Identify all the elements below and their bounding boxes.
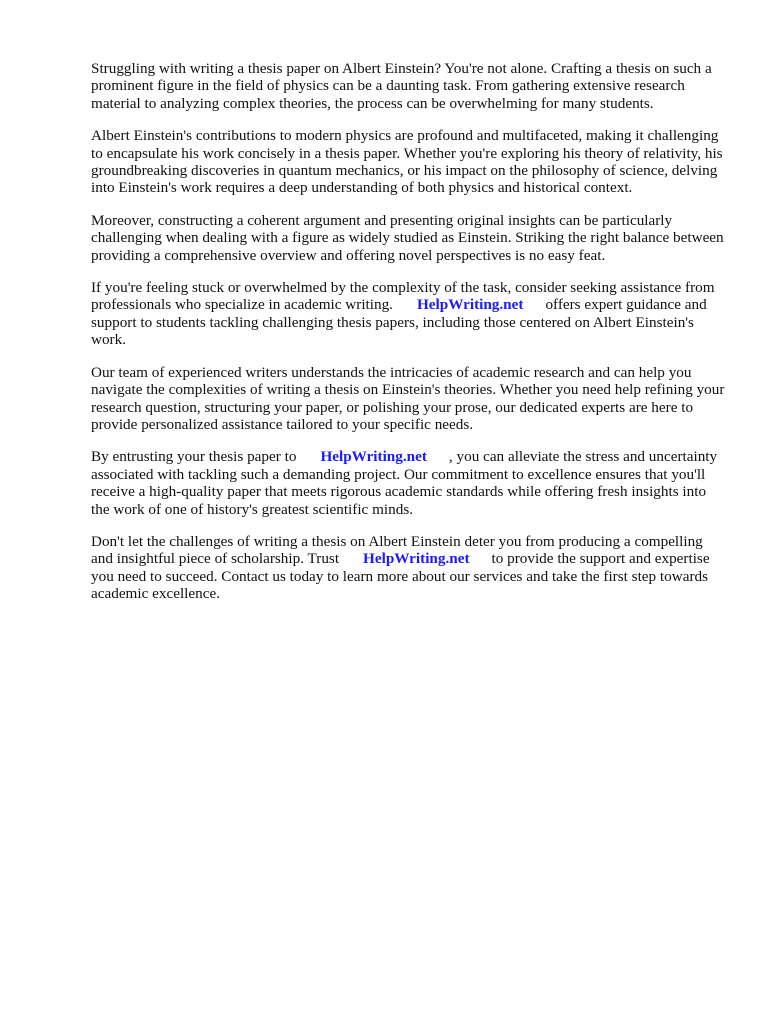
paragraph-7-text-before: Don't let the challenges of writing a thesis on Albert Einstein deter you from producing a compelling and insightful piece of scholarship. Trust [91,532,703,568]
paragraph-4-text-after: offers expert guidance and support to students tackling challenging thesis papers, including those centered on Albert Einstein's work. [91,296,707,349]
paragraph-2: Albert Einstein's contributions to modern physics are profound and multifaceted, making it challenging to encapsulate his work concisely in a thesis paper. Whether you're exploring his theory of relativity, his groundbreaking discoveries in quantum mechanics, or his impact on the philosophy of science, delving into Einstein's work requires a deep understanding of both physics and historical context. [91,127,723,197]
helpwriting-link[interactable]: HelpWriting.net [416,296,524,314]
paragraph-3: Moreover, constructing a coherent argument and presenting original insights can be particularly challenging when dealing with a figure as widely studied as Einstein. Striking the right balance between providing a comprehensive overview and offering novel perspectives is no easy feat. [91,211,724,264]
paragraph-1: Struggling with writing a thesis paper on Albert Einstein? You're not alone. Crafting a thesis on such a prominent figure in the field of physics can be a daunting task. From gathering extensive research material to analyzing complex theories, the process can be overwhelming for many students. [91,60,712,112]
helpwriting-link[interactable]: HelpWriting.net [363,550,470,568]
paragraph-5: Our team of experienced writers understands the intricacies of academic research and can help you navigate the complexities of writing a thesis on Einstein's theories. Whether you need help refining your research question, structuring your paper, or polishing your prose, our dedicated experts are here to provide personalized assistance tailored to your specific needs. [91,363,725,433]
paragraph-6-text-after: , you can alleviate the stress and uncertainty associated with tackling such a demanding project. Our commitment to excellence ensures that you'll receive a high-quality paper that meets rigorous academic standards while offering fresh insights into the work of one of history's greatest scientific minds. [91,448,718,518]
paragraph-7-text-after: to provide the support and expertise you need to succeed. Contact us today to learn more about our services and take the first step towards academic excellence. [91,550,710,603]
document-page [91,60,727,618]
paragraph-4 [91,279,727,349]
paragraph-6 [91,448,727,518]
paragraph-4-text-before: If you're feeling stuck or overwhelmed by the complexity of the task, consider seeking assistance from professionals who specialize in academic writing. [91,279,715,314]
paragraph-7 [91,533,727,603]
helpwriting-link[interactable]: HelpWriting.net [320,448,427,466]
paragraph-6-text-before: By entrusting your thesis paper to [91,448,297,466]
